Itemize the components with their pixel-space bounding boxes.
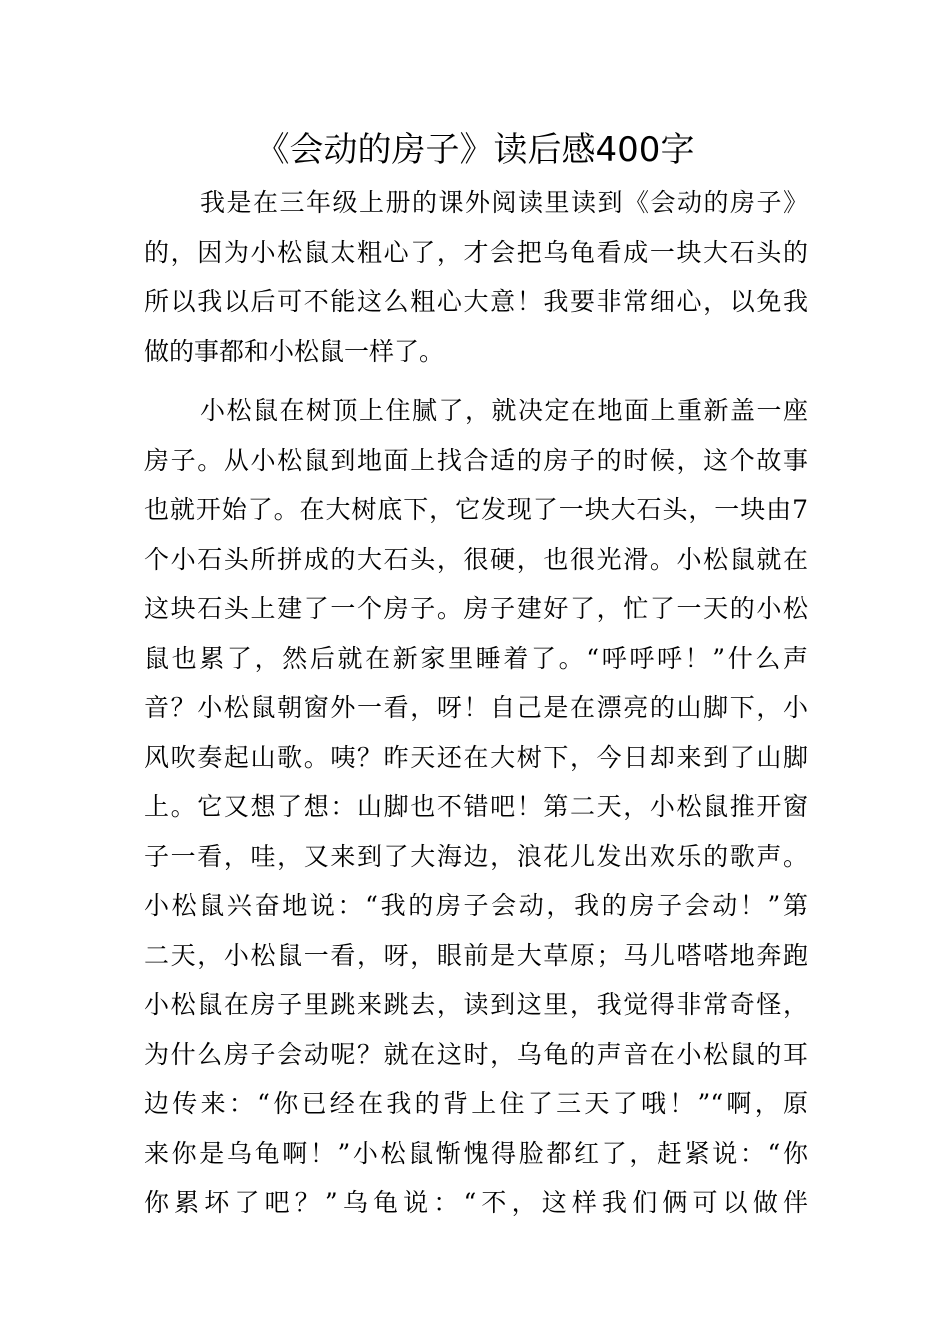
text-line: 上。它又想了想：山脚也不错吧！第二天，小松鼠推开窗	[144, 792, 808, 821]
text-line: 个小石头所拼成的大石头，很硬，也很光滑。小松鼠就在	[144, 544, 808, 574]
text-line: 所以我以后可不能这么粗心大意！我要非常细心，以免我	[144, 287, 808, 316]
text-line: 也就开始了。在大树底下，它发现了一块大石头，一块由7	[144, 495, 808, 524]
text-line: 子一看，哇，又来到了大海边，浪花儿发出欢乐的歌声。	[144, 841, 808, 871]
text-line: 房子。从小松鼠到地面上找合适的房子的时候，这个故事	[144, 445, 808, 475]
text-line: 的，因为小松鼠太粗心了，才会把乌龟看成一块大石头的	[144, 237, 808, 267]
text-line: 小松鼠在房子里跳来跳去，读到这里，我觉得非常奇怪，	[144, 990, 808, 1019]
text-line: 这块石头上建了一个房子。房子建好了，忙了一天的小松	[144, 594, 808, 623]
document-title: 《会动的房子》读后感400字	[255, 130, 695, 170]
text-line: 来你是乌龟啊！”小松鼠惭愧得脸都红了，赶紧说：“你	[144, 1138, 808, 1168]
text-line: 二天，小松鼠一看，呀，眼前是大草原；马儿嗒嗒地奔跑	[144, 940, 808, 970]
text-line: 小松鼠兴奋地说：“我的房子会动，我的房子会动！”第	[144, 891, 808, 920]
document-body	[144, 178, 808, 1228]
text-line: 小松鼠在树顶上住腻了，就决定在地面上重新盖一座	[200, 396, 808, 425]
text-line: 鼠也累了，然后就在新家里睡着了。“呼呼呼！”什么声	[144, 643, 808, 673]
text-line: 风吹奏起山歌。咦？昨天还在大树下，今日却来到了山脚	[144, 742, 808, 772]
paragraph	[144, 178, 808, 376]
text-line: 我是在三年级上册的课外阅读里读到《会动的房子》	[200, 188, 808, 217]
text-line: 做的事都和小松鼠一样了。	[144, 336, 445, 366]
text-line: 为什么房子会动呢？就在这时，乌龟的声音在小松鼠的耳	[144, 1039, 808, 1069]
text-line: 边传来：“你已经在我的背上住了三天了哦！”“啊，原	[144, 1089, 808, 1118]
text-line: 音？小松鼠朝窗外一看，呀！自己是在漂亮的山脚下，小	[144, 693, 808, 722]
paragraph	[144, 386, 808, 1228]
text-line: 你累坏了吧？”乌龟说：“不，这样我们俩可以做伴	[144, 1188, 808, 1217]
